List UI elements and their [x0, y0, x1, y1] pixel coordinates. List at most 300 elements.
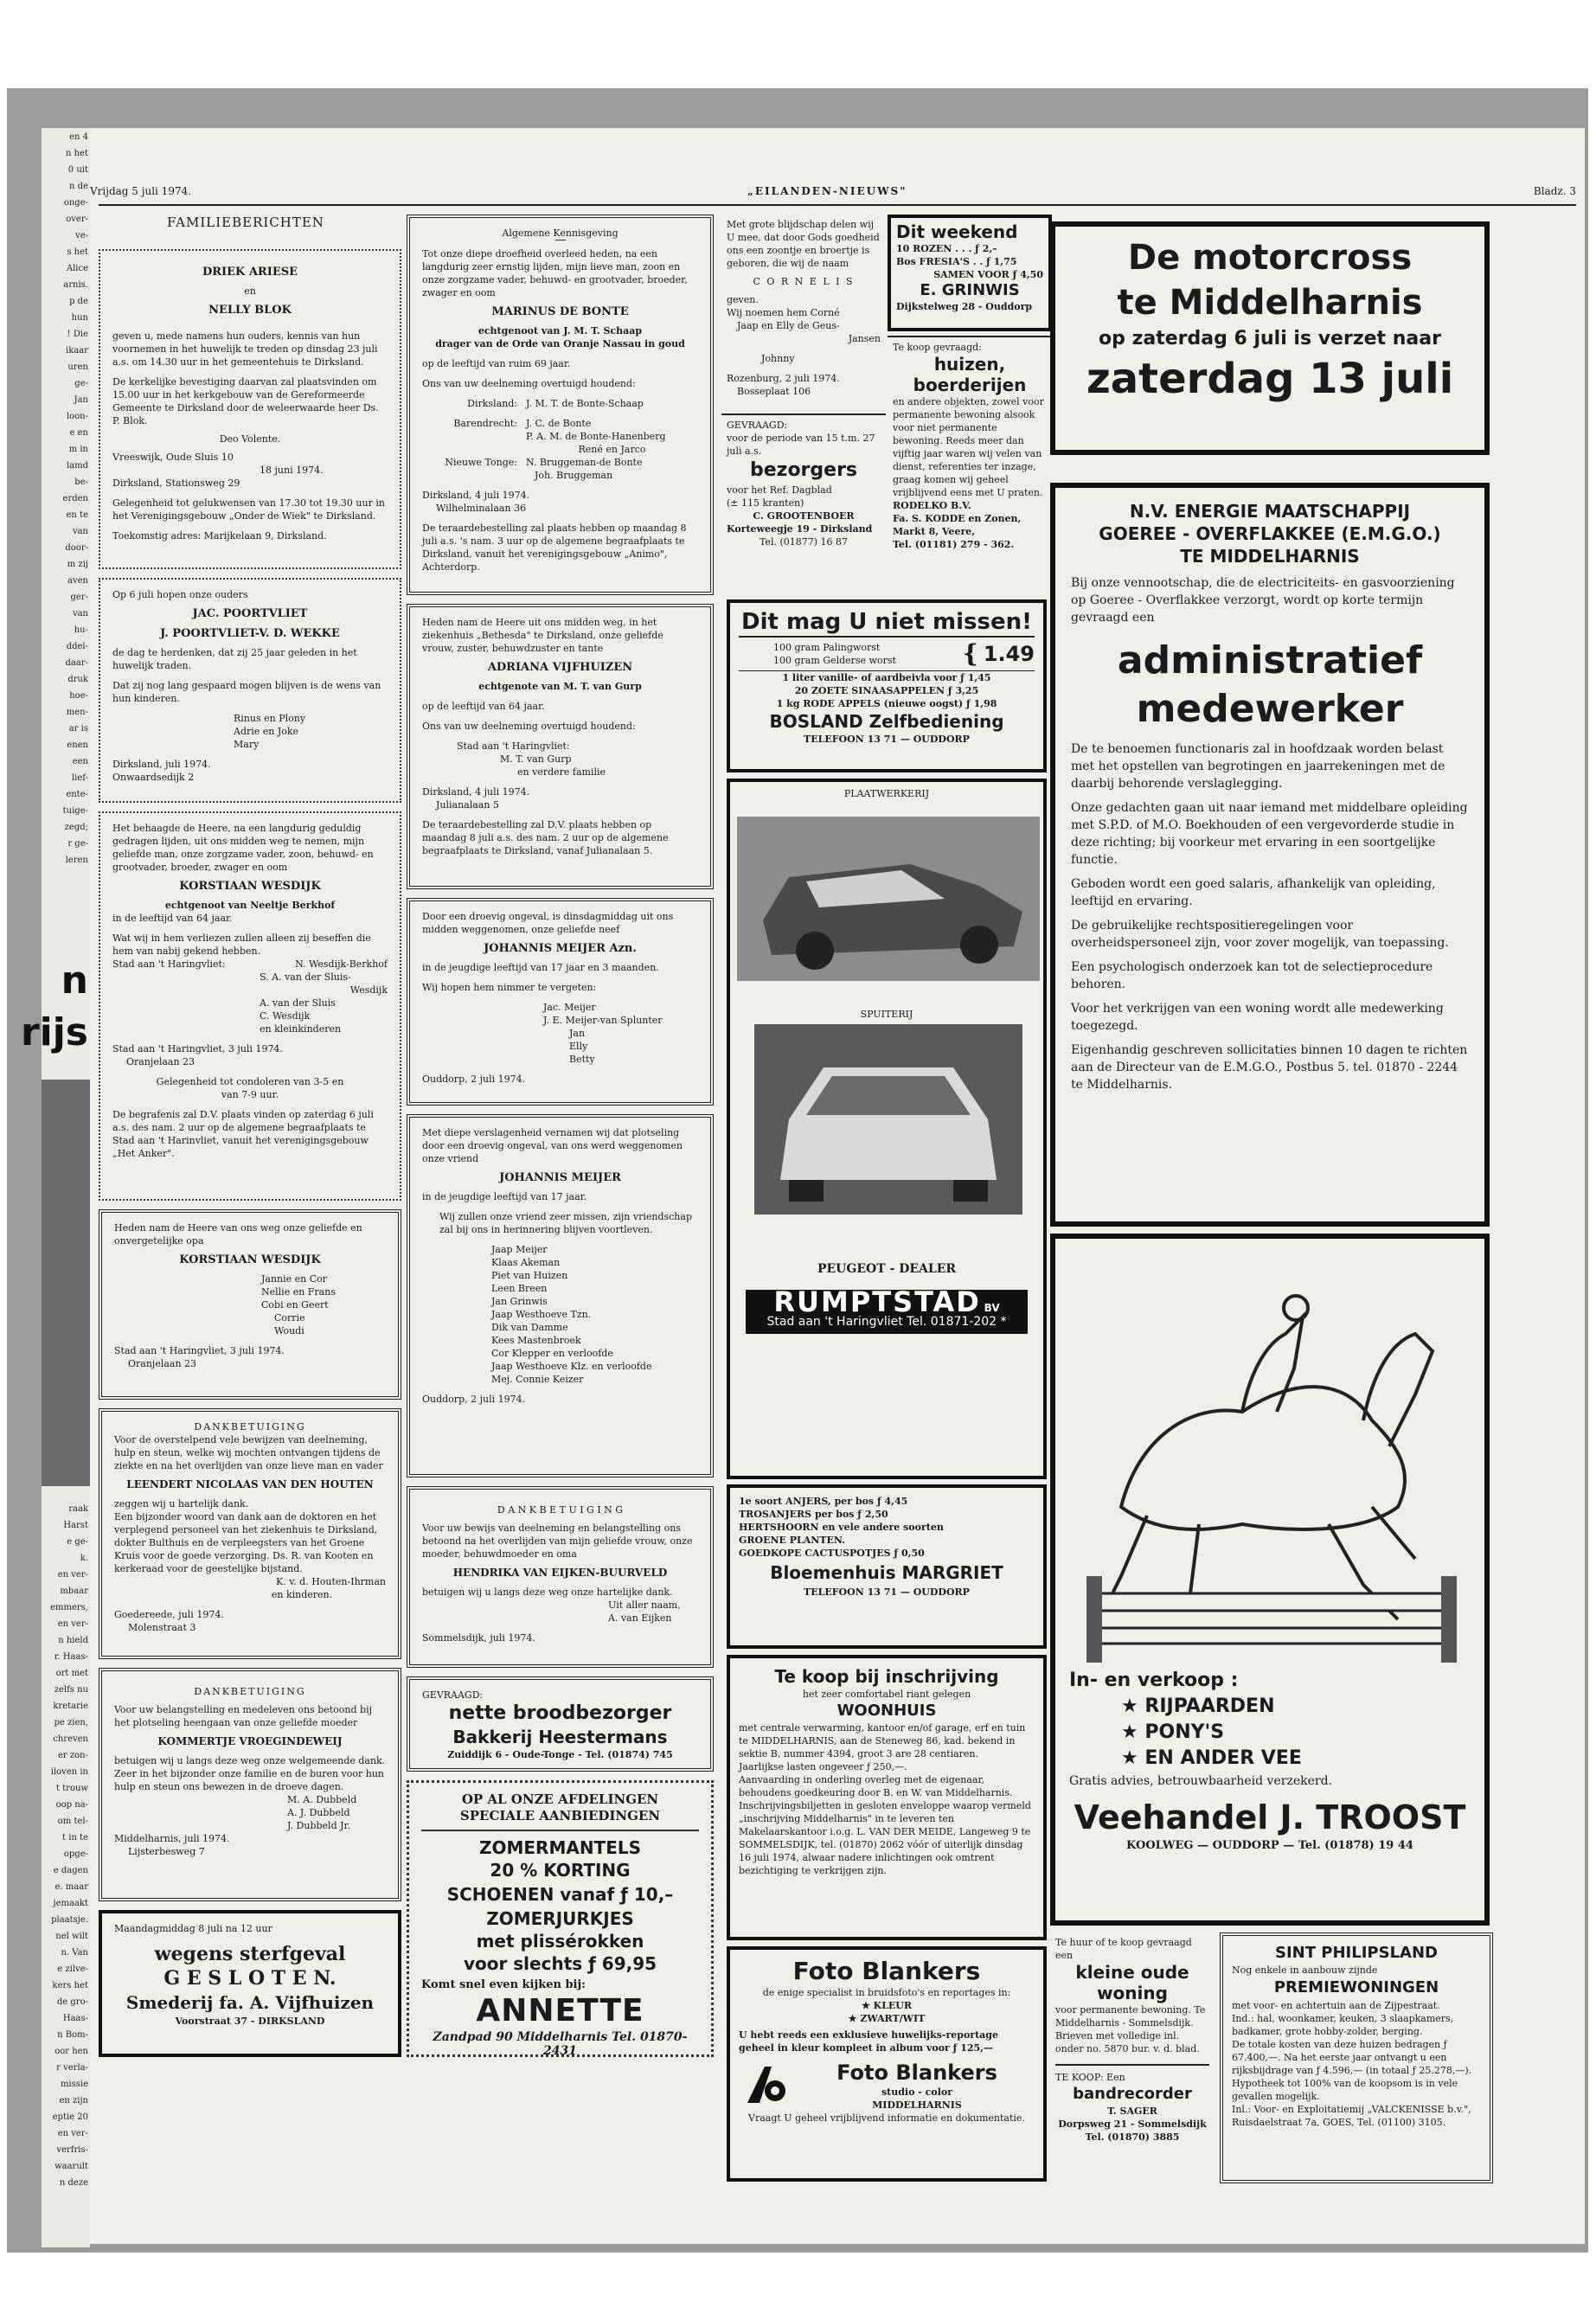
paragraph: De teraardebestelling zal D.V. plaats hebben op maandag 8 juli a.s. des nam. 2 uur op de algemene begraafplaats te Dirksland, vanaf Julianalaan 5. — [422, 819, 669, 856]
ad-obituary-wesdijk — [99, 811, 401, 1201]
signatory: Mary — [234, 739, 260, 750]
signatory: P. A. M. de Bonte-Hanenberg — [526, 431, 666, 442]
headline: kleine oude — [1075, 1962, 1189, 1983]
offer: voor slechts ƒ 69,95 — [463, 1953, 657, 1974]
headline: woning — [1097, 1983, 1168, 2003]
heading: DANKBETUIGING — [194, 1421, 306, 1433]
deceased-name: MARINUS DE BONTE — [491, 305, 629, 318]
offer: ZOMERJURKJES — [486, 1908, 634, 1929]
offer: ★ RIJPAARDEN — [1121, 1695, 1275, 1717]
address: KOOLWEG — OUDDORP — Tel. (01878) 19 44 — [1126, 1839, 1413, 1852]
name: T. SAGER — [1107, 2106, 1157, 2117]
offer: Bos FRESIA'S . . ƒ 1,75 — [896, 256, 1017, 267]
headline: WOONHUIS — [836, 1702, 937, 1720]
strip-fragment: lief- — [71, 773, 88, 783]
signatory: A. van Eijken — [608, 1612, 672, 1624]
paragraph: Tot onze diepe droefheid overleed heden, na een langdurig zeer ernstig lijden, mijn lieve man, zoon en onze zorgzame vader, behuwd- en grootvader, broeder, zwager en oom — [422, 248, 688, 298]
headline: administratief — [1117, 638, 1423, 683]
paragraph: van 7-9 uur. — [221, 1089, 279, 1100]
ad-grinwis-weekend — [888, 215, 1052, 331]
ad-emgo-vacancy — [1050, 483, 1490, 1227]
company: Bakkerij Heestermans — [452, 1727, 668, 1747]
ad-grandfather-wesdijk — [99, 1209, 401, 1400]
header-page-number: Bladz. 3 — [1533, 185, 1576, 197]
strip-fragment: p de — [69, 297, 88, 306]
signatory: Corrie — [274, 1312, 305, 1324]
headline: OP AL ONZE AFDELINGEN — [461, 1791, 659, 1807]
strip-fragment: daar- — [65, 658, 88, 668]
headline: bandrecorder — [1073, 2085, 1192, 2103]
offer: HERTSHOORN en vele andere soorten — [739, 1522, 944, 1533]
signatory: Jan — [569, 1028, 586, 1039]
address: Zandpad 90 Middelharnis Tel. 01870-2431 — [433, 2030, 688, 2058]
strip-fragment: oor hen — [54, 2047, 88, 2056]
phone: Tel. (01877) 16 87 — [759, 536, 849, 548]
shop-name: ANNETTE — [476, 1993, 644, 2029]
strip-fragment: r. Haas- — [54, 1652, 88, 1662]
heading: SPUITERIJ — [860, 1009, 913, 1020]
strip-fragment: hu- — [74, 625, 88, 635]
signatory: S. A. van der Sluis- — [260, 971, 351, 983]
offer: ★ PONY'S — [1121, 1721, 1225, 1743]
newspaper-page — [90, 128, 1585, 2244]
address: Zuiddijk 6 - Oude-Tonge - Tel. (01874) 745 — [447, 1749, 673, 1760]
product: 100 gram Gelderse worst — [773, 655, 896, 666]
place: Dirksland: — [467, 398, 517, 409]
signatory: A. J. Dubbeld — [287, 1807, 350, 1818]
header-rule — [99, 204, 1576, 206]
headline: boerderijen — [913, 375, 1027, 395]
signatory: Jaap en Elly de Geus- — [737, 320, 840, 331]
ad-obituary-de-bonte — [407, 215, 714, 595]
company: RODELKO B.V. — [893, 500, 971, 511]
paragraph: het zeer comfortabel riant gelegen — [802, 1689, 971, 1700]
address: Voorstraat 37 - DIRKSLAND — [175, 2016, 325, 2027]
paragraph: Wij hopen hem nimmer te vergeten: — [422, 982, 597, 993]
age: in de leeftijd van 64 jaar. — [112, 913, 233, 924]
page-header — [90, 180, 1585, 204]
offer: met plissérokken — [476, 1931, 644, 1952]
strip-fragment: ge- — [74, 379, 88, 388]
product: 100 gram Palingworst — [773, 642, 881, 653]
offer: SAMEN VOOR ƒ 4,50 — [933, 269, 1043, 280]
headline: Dit mag U niet missen! — [739, 608, 1035, 638]
headline: medewerker — [1136, 687, 1404, 731]
company: Foto Blankers — [836, 2061, 997, 2085]
signatory: J. E. Meijer-van Splunter — [543, 1015, 663, 1026]
strip-headline-1: n — [61, 958, 88, 1003]
address: Lijsterbesweg 7 — [128, 1846, 205, 1857]
strip-fragment: r verla- — [56, 2063, 88, 2073]
signatory: Elly — [569, 1041, 588, 1052]
paragraph: Voor het verkrijgen van een woning wordt alle medewerking toegezegd. — [1071, 1002, 1444, 1033]
strip-fragment: een — [72, 757, 88, 766]
company: Fa. S. KODDE en Zonen, — [893, 513, 1022, 524]
bandrecorder-ad — [1055, 2064, 1209, 2144]
signatory: Jannie en Cor — [261, 1273, 328, 1285]
headline: wegens sterfgeval — [154, 1943, 346, 1965]
phone: Tel. (01870) 3885 — [1085, 2131, 1180, 2143]
paragraph: Een bijzonder woord van dank aan de doktoren en het verplegend personeel van het ziekenhuis te Dirksland, dokter Bulthuis en de verpleegsters van het Groene Kruis voor de goede verzorging. Ds. R. van Kooten en kerkeraad voor de geestelijke bijstand. — [114, 1511, 378, 1574]
ad-smederij-closed — [99, 1910, 401, 2057]
feature: ★ ZWART/WIT — [848, 2013, 926, 2024]
strip-fragment: uren — [67, 362, 88, 372]
ad-anniversary-poortvliet — [99, 578, 401, 803]
company: Foto Blankers — [792, 1957, 981, 1985]
date: 18 juni 1974. — [260, 465, 324, 476]
horse-rider-drawing — [1069, 1247, 1476, 1663]
strip-fragment: enen — [67, 740, 88, 750]
paragraph: Te huur of te koop gevraagd een — [1055, 1937, 1192, 1961]
paragraph: Gelegenheid tot condoleren van 3-5 en — [156, 1076, 344, 1087]
ad-troost-horses — [1050, 1234, 1490, 1926]
signatory: J. C. de Bonte — [526, 418, 592, 429]
paragraph: De te benoemen functionaris zal in hoofdzaak worden belast met het opstellen van begrotingen en jaarrekeningen met de daarbij behorende verslaglegging. — [1071, 742, 1445, 791]
paragraph: Het behaagde de Heere, na een langdurig geduldig gedragen lijden, uit ons midden weg te nemen, mijn geliefde man, onze zorgzame vader, zoon, behuwd- en grootvader, broeder, zwager en oom — [112, 823, 374, 873]
date: Ouddorp, 2 juli 1974. — [422, 1394, 526, 1405]
signatory: en kinderen. — [271, 1589, 333, 1600]
strip-fragment: ort met — [55, 1669, 88, 1678]
dealer-line: PEUGEOT - DEALER — [817, 1262, 957, 1276]
strip-fragment: emmers, — [50, 1603, 88, 1612]
headline: nette broodbezorger — [448, 1702, 672, 1724]
strip-fragment: leren — [65, 856, 88, 865]
paragraph: met centrale verwarming, kantoor en/of garage, erf en tuin te MIDDELHARNIS, aan de Steneweg 86, kad. bekend in sektie B, nummer 4394, groot 3 are 28 centiaren. — [739, 1722, 1026, 1759]
strip-fragment: iloven in — [50, 1767, 88, 1777]
strip-fragment: aven — [67, 576, 88, 586]
strip-fragment: men- — [66, 708, 88, 717]
signatory: Jansen — [848, 333, 881, 344]
strip-fragment: Haas- — [62, 2014, 88, 2023]
headline: te Middelharnis — [1117, 283, 1423, 323]
paragraph: Een psychologisch onderzoek kan tot de selectieprocedure behoren. — [1071, 960, 1433, 991]
deceased-name: HENDRIKA VAN EIJKEN-BUURVELD — [452, 1567, 668, 1579]
paragraph: Wij zullen onze vriend zeer missen, zijn vriendschap zal bij ons in herinnering blijven voortleven. — [439, 1211, 692, 1235]
paragraph: Dat zij nog lang gespaard mogen blijven is de wens van hun kinderen. — [112, 680, 381, 704]
paragraph: Door een droevig ongeval, is dinsdagmiddag uit ons midden weggenomen, onze geliefde neef — [422, 911, 674, 935]
header-date: Vrijdag 5 juli 1974. — [90, 185, 192, 197]
paragraph: Inl.: Voor- en Exploitatiemij „VALCKENISSE b.v.", Ruisdaelstraat 7a, GOES, Tel. (01100) 3105. — [1232, 2104, 1471, 2128]
paragraph: Met grote blijdschap delen wij U mee, dat door Gods goedheid ons een zoontje en broertje is geboren, die wij de naam — [727, 219, 880, 269]
paragraph: de enige specialist in bruidsfoto's en reportages in: — [762, 1987, 1011, 1998]
paragraph: Heden nam de Heere uit ons midden weg, in het ziekenhuis „Bethesda" te Dirksland, onze geliefde vrouw, zuster, behuwdzuster en tante — [422, 617, 663, 654]
signatory: N. Bruggeman-de Bonte — [526, 457, 643, 468]
age: op de leeftijd van 64 jaar. — [422, 701, 545, 712]
strip-fragment: hun — [71, 313, 88, 323]
headline: Dit weekend — [896, 221, 1018, 242]
signatory: A. van der Sluis — [260, 997, 336, 1009]
ad-annette — [407, 1780, 714, 2057]
deceased-name: KORSTIAAN WESDIJK — [179, 880, 321, 893]
subline: drager van de Orde van Oranje Nassau in goud — [435, 338, 685, 349]
address: MIDDELHARNIS — [872, 2099, 962, 2111]
subline: echtgenote van M. T. van Gurp — [478, 681, 642, 692]
strip-fragment: n Bom- — [57, 2030, 88, 2040]
price-brace: { — [962, 639, 978, 668]
signatory: Rinus en Plony — [234, 713, 306, 724]
strip-fragment: Jan — [74, 395, 88, 405]
ad-motorcross — [1050, 221, 1490, 455]
paragraph: betuigen wij u langs deze weg onze hartelijke dank. — [422, 1586, 673, 1598]
company: Veehandel J. TROOST — [1074, 1798, 1466, 1836]
strip-fragment: n hield — [58, 1636, 88, 1645]
conjunction: en — [244, 285, 256, 297]
paragraph: Nog enkele in aanbouw zijnde — [1232, 1965, 1378, 1976]
paragraph: voor permanente bewoning. Te Middelharnis - Sommelsdijk. — [1055, 2004, 1206, 2029]
strip-fragment: mbaar — [60, 1586, 88, 1596]
strip-fragment: e en — [69, 428, 88, 438]
ad-foto-blankers — [727, 1946, 1047, 2182]
strip-fragment: e. maar — [54, 1882, 88, 1892]
subline: studio - color — [881, 2086, 953, 2098]
strip-fragment: ddel- — [66, 642, 88, 651]
label: TE KOOP: Een — [1055, 2072, 1125, 2083]
strip-fragment: opge- — [63, 1849, 88, 1859]
friend-name: Jaap Westhoeve Klz. en verloofde — [491, 1361, 652, 1372]
car-photo-2 — [754, 1024, 1022, 1215]
paragraph: Eigenhandig geschreven sollicitaties binnen 10 dagen te richten aan de Directeur van de E.M.G.O., Postbus 5. tel. 01870 - 2244 te Middelharnis. — [1071, 1043, 1468, 1092]
heading: PLAATWERKERIJ — [843, 788, 930, 799]
signatory: Nellie en Frans — [261, 1286, 336, 1298]
strip-fragment: druk — [67, 675, 88, 684]
car-image — [754, 1024, 1022, 1215]
heading: DANKBETUIGING — [194, 1686, 306, 1697]
deceased-name: ADRIANA VIJFHUIZEN — [487, 661, 633, 674]
heading: In- en verkoop : — [1069, 1670, 1239, 1691]
ad-thanks-van-den-houten — [99, 1408, 401, 1659]
paragraph: met voor- en achtertuin aan de Zijpestraat. — [1232, 2000, 1440, 2011]
strip-fragment: s het — [67, 247, 88, 257]
label: GEVRAAGD: — [422, 1689, 484, 1701]
paragraph: Voor uw belangstelling en medeleven ons betoond bij het plotseling heengaan van onze geliefde moeder — [114, 1704, 373, 1728]
friend-name: Jaap Westhoeve Tzn. — [491, 1309, 592, 1320]
paragraph: de dag te herdenken, dat zij 25 jaar geleden in het huwelijk traden. — [112, 647, 357, 671]
ad-rumptstad — [727, 779, 1047, 1479]
address: Vreeswijk, Oude Sluis 10 — [112, 452, 234, 463]
paragraph: Ons van uw deelneming overtuigd houdend: — [422, 721, 636, 732]
rule — [421, 1830, 699, 1831]
paragraph: Inschrijvingsbiljetten in gesloten enveloppe waarop vermeld „inschrijving Middelharnis" in te leveren ten Makelaarskantoor i.o.g. L. VAN DER MEIDE, Langeweg 9 te SOMMELSDIJK, tel. (01870) 2062 vóór of uiterlijk dinsdag 16 juli 1974, alwaar nadere inlichtingen ook omtrent bezichtiging te verkrijgen zijn. — [739, 1800, 1031, 1876]
headline: zaterdag 13 juli — [1086, 355, 1454, 403]
signatory: J. M. T. de Bonte-Schaap — [526, 398, 644, 409]
paragraph: De teraardebestelling zal plaats hebben op maandag 8 juli a.s. 's nam. 3 uur op de algemene begraafplaats te Dirksland, vanuit het verenigingsgebouw „Animo", Achterdorp. — [422, 522, 687, 573]
paragraph: Hypotheek tot 100% van de koopsom is in vele gevallen mogelijk. — [1232, 2078, 1458, 2102]
heading: Algemene Kennisgeving — [502, 228, 619, 239]
ad-obituary-meijer-friends — [407, 1114, 714, 1477]
child-name: C O R N E L I S — [753, 276, 855, 287]
strip-fragment: er zon- — [58, 1751, 88, 1760]
paragraph: Onze gedachten gaan uit naar iemand met middelbare opleiding met S.P.D. of M.O. Boekhouden of een vergevorderde studie in deze richting; bij voorkeur met ervaring in een soortgelijke functie. — [1071, 801, 1468, 867]
paragraph: Bij onze vennootschap, die de electriciteits- en gasvoorziening op Goeree - Overflakkee verzorgt, wordt op korte termijn gevraagd een — [1071, 576, 1455, 625]
paragraph: Op 6 juli hopen onze ouders — [112, 589, 248, 600]
paragraph: (± 115 kranten) — [727, 497, 804, 509]
date: Dirksland, 4 juli 1974. — [422, 490, 530, 501]
address: Korteweegje 19 - Dirksland — [727, 523, 873, 535]
strip-fragment: hoe- — [69, 691, 88, 701]
friend-name: Mej. Connie Keizer — [491, 1374, 584, 1385]
strip-fragment: de gro- — [56, 1997, 88, 2007]
paragraph: en andere objekten, zowel voor permanente bewoning alsook voor niet permanente bewoning. Reeds meer dan vijftig jaar waren wij velen van dienst, referenties ter inzage, graag komen wij geheel vrijblijvend eens met U praten. — [893, 396, 1044, 498]
headline: SINT PHILIPSLAND — [1275, 1944, 1438, 1962]
strip-fragment: be- — [74, 478, 88, 487]
signatory: M. T. van Gurp — [500, 753, 572, 765]
strip-fragment: nel wilt — [55, 1932, 88, 1941]
strip-fragment: waarult — [54, 2162, 88, 2171]
label: Te koop gevraagd: — [893, 342, 982, 353]
strip-fragment: t trouw — [55, 1784, 88, 1793]
ad-bezorgers — [721, 413, 886, 595]
product: 1 kg RODE APPELS (nieuwe oogst) ƒ 1,98 — [776, 698, 997, 709]
paragraph: Brieven met volledige inl. onder no. 5870 bur. v. d. blad. — [1055, 2030, 1200, 2054]
strip-fragment: van — [72, 527, 88, 536]
deceased-name: KOMMERTJE VROEGINDEWEIJ — [157, 1735, 343, 1747]
address: Julianalaan 5 — [436, 799, 499, 811]
logo-suffix: BV — [984, 1302, 1000, 1314]
paragraph: Maandagmiddag 8 juli na 12 uur — [114, 1923, 272, 1934]
strip-fragment: n deze — [59, 2178, 88, 2188]
company: TE MIDDELHARNIS — [1180, 546, 1360, 567]
phone: TELEFOON 13 71 — OUDDORP — [804, 734, 970, 745]
signatory: C. Wesdijk — [260, 1010, 311, 1022]
paragraph: Komt snel even kijken bij: — [421, 1978, 586, 1991]
strip-fragment: van — [72, 609, 88, 619]
signatory: en verdere familie — [517, 766, 606, 778]
paragraph: Gratis advies, betrouwbaarheid verzekerd. — [1069, 1774, 1332, 1788]
horse-jump-illustration — [1069, 1247, 1471, 1663]
headline: PREMIEWONINGEN — [1273, 1978, 1439, 1997]
name: C. GROOTENBOER — [753, 510, 855, 522]
paragraph: De begrafenis zal D.V. plaats vinden op zaterdag 6 juli a.s. des nam. 2 uur op de algemene begraafplaats te Stad aan 't Harinvliet, vanuit het verenigingsgebouw „Het Anker". — [112, 1109, 374, 1159]
age: in de jeugdige leeftijd van 17 jaar en 3 maanden. — [422, 962, 659, 973]
paragraph: De kerkelijke bevestiging daarvan zal plaatsvinden om 15.00 uur in het kerkgebouw van de Gereformeerde Gemeente te Dirksland door de weleerwaarde heer Ds. P. Blok. — [112, 376, 379, 426]
friend-name: Dik van Damme — [491, 1322, 568, 1333]
strip-fragment: en ver- — [57, 1619, 88, 1629]
strip-fragment: e ge- — [67, 1537, 88, 1547]
rumptstad-logo — [746, 1285, 1028, 1334]
address: Oranjelaan 23 — [128, 1358, 197, 1369]
strip-fragment: r ge- — [67, 839, 88, 849]
offer: 20 % KORTING — [490, 1860, 631, 1881]
ad-broodbezorger — [407, 1676, 714, 1772]
strip-fragment: Harst — [63, 1521, 88, 1530]
strip-fragment: arnis. — [63, 280, 88, 290]
ad-rodelko — [888, 336, 1052, 595]
friend-name: Jan Grinwis — [491, 1296, 548, 1307]
strip-fragment: onge- — [63, 198, 88, 208]
deceased-name: KORSTIAAN WESDIJK — [179, 1253, 321, 1266]
address: Oranjelaan 23 — [126, 1056, 195, 1067]
offer: 10 ROZEN . . . ƒ 2,– — [896, 243, 997, 254]
address: Bosseplaat 106 — [737, 386, 811, 397]
address: Dirksland, Stationsweg 29 — [112, 478, 240, 489]
name-line: JAC. POORTVLIET — [192, 607, 308, 620]
signatory: Joh. Bruggeman — [535, 470, 613, 481]
paragraph: Zeer in het bijzonder onze familie en de buren voor hun hulp en steun ons bewezen in de droeve dagen. — [114, 1768, 385, 1792]
date: Ouddorp, 2 juli 1974. — [422, 1074, 526, 1085]
paragraph: Gelegenheid tot gelukwensen van 17.30 tot 19.30 uur in het Verenigingsgebouw „Onder de Wiek" te Dirksland. — [112, 497, 385, 522]
strip-fragment: plaatsje. — [51, 1915, 88, 1925]
signatory: J. Dubbeld Jr. — [287, 1820, 351, 1831]
strip-fragment: en ver- — [57, 1570, 88, 1580]
friend-name: Leen Breen — [491, 1283, 548, 1294]
camera-logo-svg — [739, 2060, 791, 2112]
friends-list — [422, 1243, 698, 1386]
signatory: en kleinkinderen — [260, 1023, 342, 1035]
strip-fragment: m in — [68, 445, 88, 454]
strip-fragment: m zij — [67, 560, 88, 569]
ad-wedding-ariese-blok — [99, 249, 401, 569]
signatory: M. A. Dubbeld — [287, 1794, 357, 1805]
logo-text: RUMPTSTAD — [773, 1285, 981, 1318]
strip-fragment: e zilve- — [57, 1965, 88, 1974]
paragraph: Vraagt U geheel vrijblijvend informatie en dokumentatie. — [748, 2112, 1025, 2124]
strip-fragment: k. — [80, 1554, 88, 1563]
offer: TROSANJERS per bos ƒ 2,50 — [739, 1509, 888, 1520]
age: in de jeugdige leeftijd van 17 jaar. — [422, 1191, 587, 1202]
date: Dirksland, juli 1974. — [112, 759, 211, 770]
strip-fragment: 0 uit — [67, 165, 88, 175]
strip-fragment: erden — [62, 494, 88, 503]
strip-fragment: raak — [68, 1504, 88, 1514]
ad-obituary-meijer-family — [407, 898, 714, 1106]
paragraph: Jaarlijkse lasten ongeveer ƒ 250,—. — [739, 1761, 907, 1772]
paragraph: Ind.: hal, woonkamer, keuken, 3 slaapkamers, badkamer, grote hobby-zolder, berging. — [1232, 2013, 1454, 2037]
previous-page-edge — [20, 128, 90, 2247]
signatory: Wesdijk — [349, 984, 388, 996]
paragraph: Aanvaarding in onderling overleg met de eigenaar, behoudens goedkeuring door B. en W. van Middelharnis. — [739, 1774, 1013, 1798]
strip-fragment: e dagen — [53, 1866, 88, 1875]
offer: SCHOENEN vanaf ƒ 10,– — [446, 1884, 674, 1905]
signatory: Uit aller naam, — [608, 1599, 681, 1611]
label: GEVRAAGD: — [727, 420, 788, 431]
paragraph: Toekomstig adres: Marijkelaan 9, Dirksland. — [112, 530, 327, 542]
headline: bezorgers — [749, 459, 858, 481]
company: BOSLAND Zelfbediening — [769, 711, 1004, 732]
strip-fragment: en 4 — [69, 132, 88, 142]
signatory: Cobi en Geert — [261, 1299, 329, 1311]
headline: G E S L O T E N. — [163, 1967, 337, 1990]
strip-fragment: ger- — [70, 593, 88, 602]
strip-fragment: jemaakt — [53, 1899, 88, 1908]
offer: GROENE PLANTEN. — [739, 1535, 846, 1546]
name-line: J. POORTVLIET-V. D. WEKKE — [160, 627, 340, 640]
strip-fragment: kers het — [52, 1981, 88, 1990]
paragraph: De gebruikelijke rechtspositieregelingen voor overheidspersoneel zijn, voor zover mogelijk, van toepassing. — [1071, 919, 1449, 950]
camera-logo-icon — [739, 2060, 791, 2112]
address: Markt 8, Veere, — [893, 526, 976, 537]
strip-fragment: pe zien, — [54, 1718, 88, 1727]
strip-fragment: loon- — [66, 412, 88, 421]
strip-fragment: missie — [60, 2080, 88, 2089]
friend-name: Klaas Akeman — [491, 1257, 561, 1268]
date: Goedereede, juli 1974. — [114, 1609, 224, 1620]
strip-fragment: over- — [66, 215, 88, 224]
signatory: Woudi — [274, 1325, 304, 1336]
strip-fragment: zelfs nu — [54, 1685, 88, 1695]
paragraph: voor de periode van 15 t.m. 27 juli a.s. — [727, 433, 875, 457]
strip-fragment: ve- — [75, 231, 88, 240]
deceased-name: LEENDERT NICOLAAS VAN DEN HOUTEN — [126, 1478, 374, 1490]
deceased-name: JOHANNIS MEIJER — [499, 1171, 621, 1184]
date: Sommelsdijk, juli 1974. — [422, 1632, 535, 1644]
address: Molenstraat 3 — [128, 1622, 196, 1633]
strip-fragment: n. Van — [61, 1948, 88, 1958]
strip-fragment: ente- — [66, 790, 88, 799]
company: Bloemenhuis MARGRIET — [770, 1562, 1003, 1583]
ad-margriet — [727, 1484, 1047, 1649]
strip-fragment: door- — [65, 543, 88, 553]
strip-fragment: kretarie — [53, 1702, 88, 1711]
